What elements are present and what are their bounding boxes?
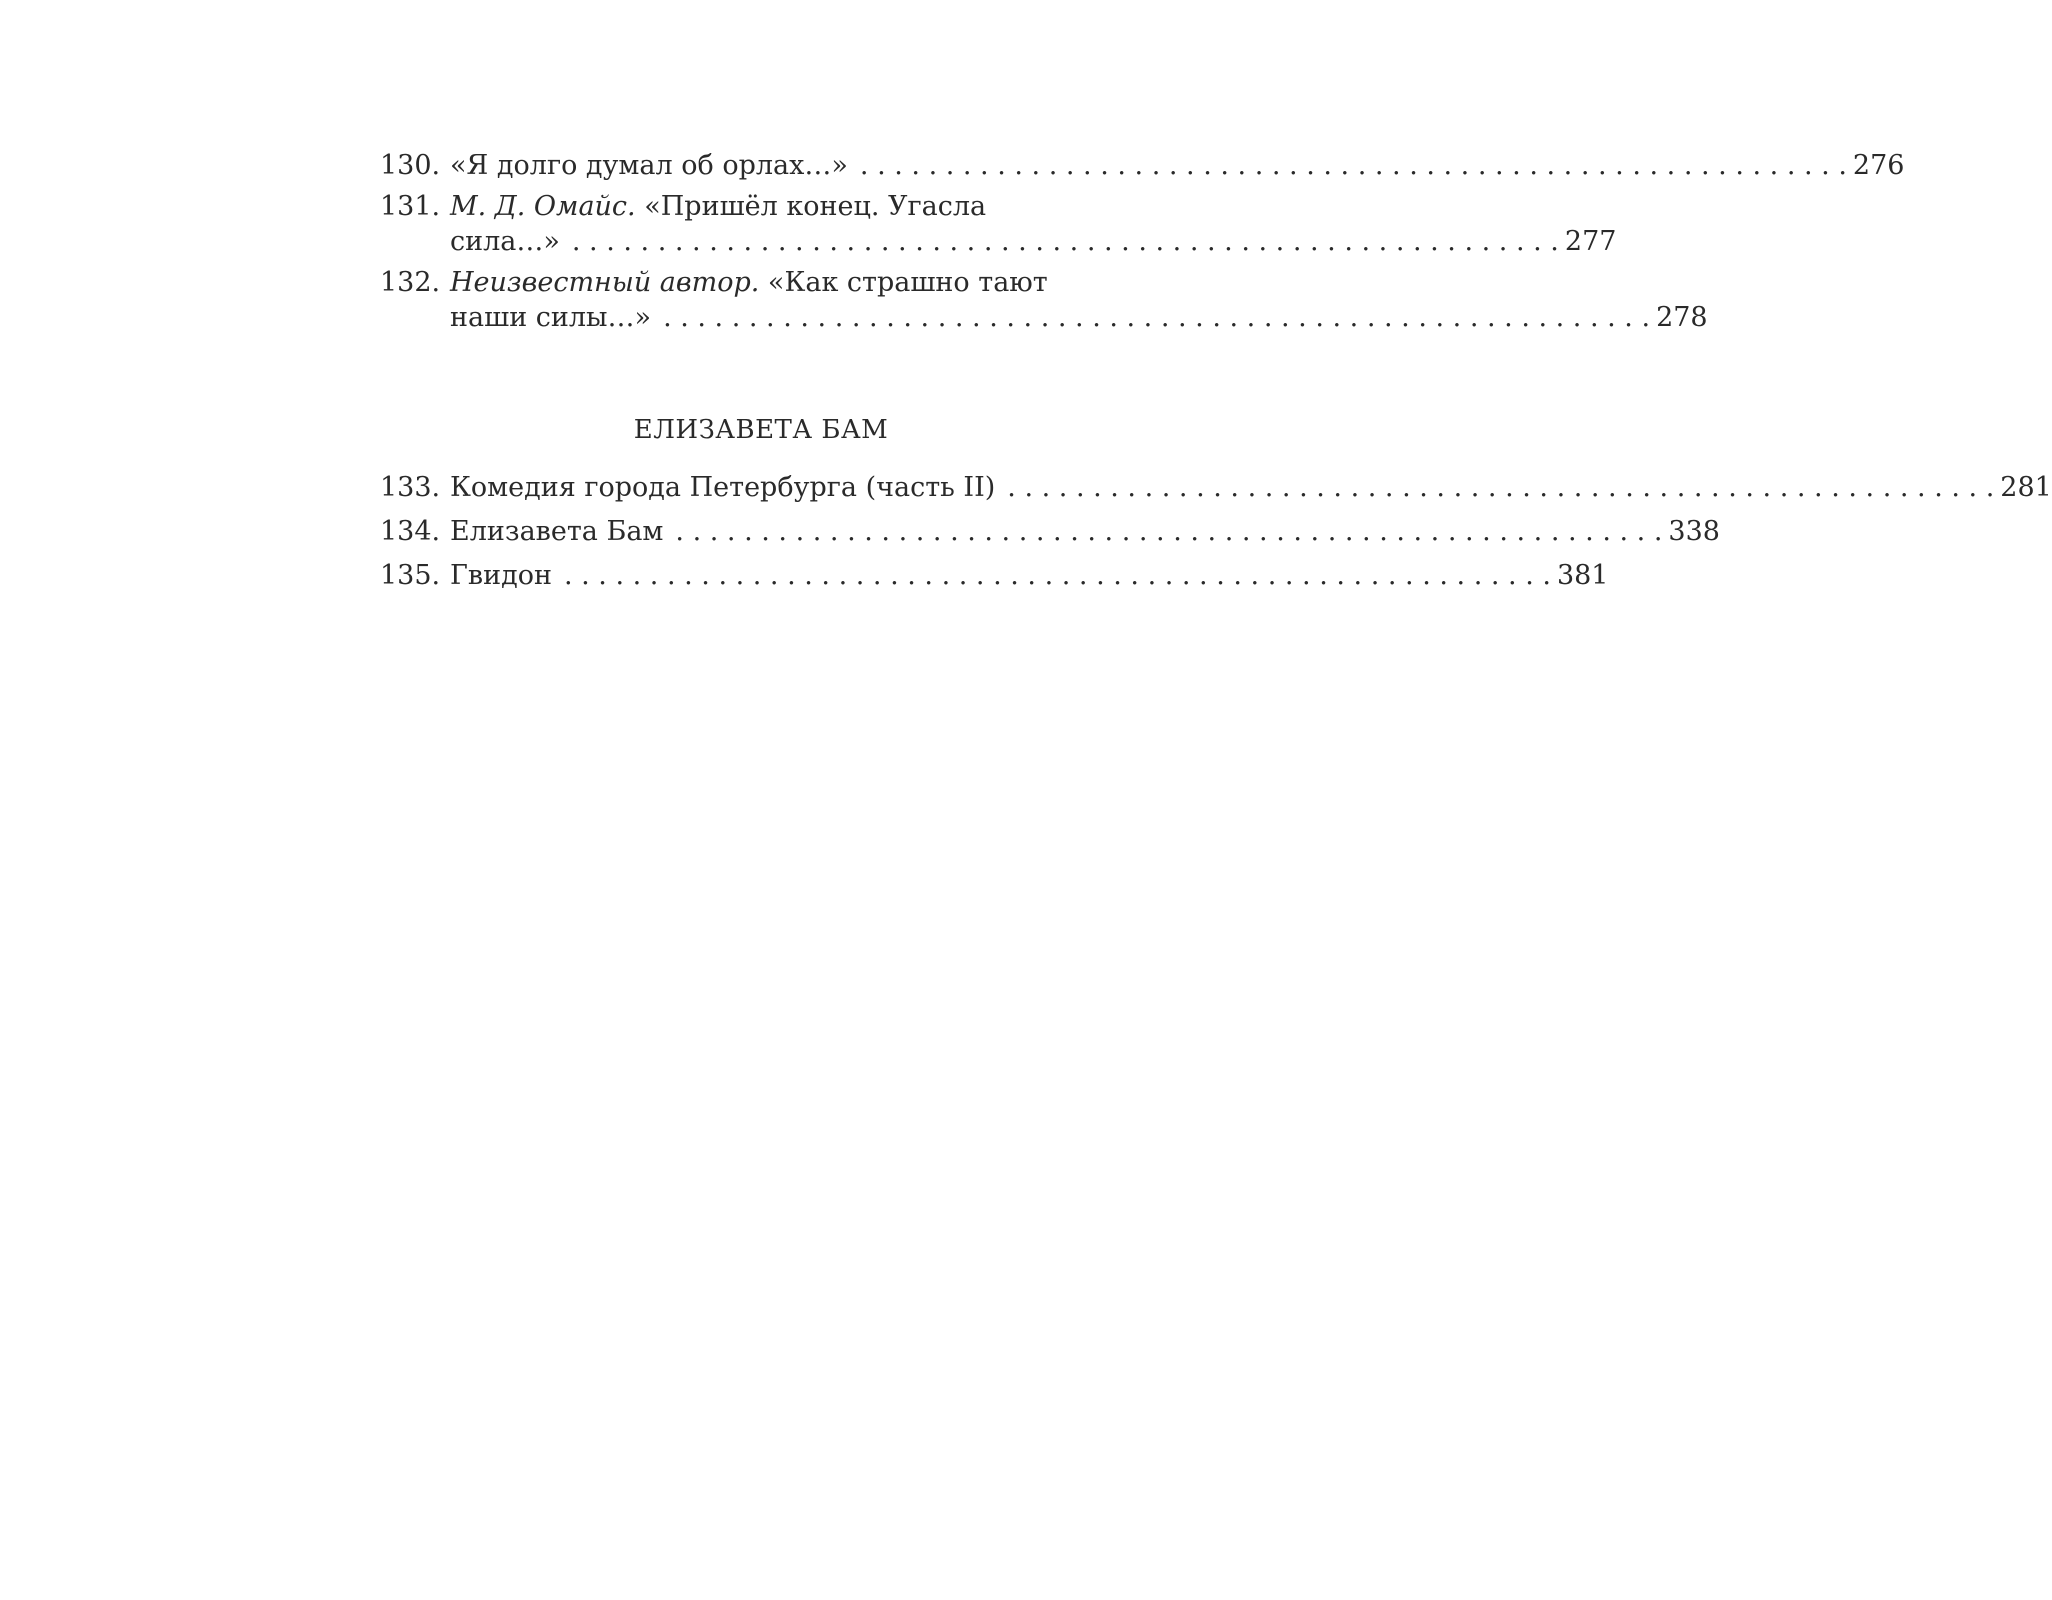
toc-entry-135[interactable]	[380, 558, 1609, 593]
dot-leader: . . . . . . . . . . . . . . . . . . . . . . . . . . . . . . . . . . . . . . . . . . . . . . . . . . . . . . . . . .	[563, 560, 1551, 591]
entry-title-continued: наши силы…»	[450, 302, 652, 333]
toc-entry-131[interactable]	[380, 189, 1617, 259]
entry-number: 131.	[380, 191, 441, 222]
entry-number: 130.	[380, 150, 441, 181]
entry-title: «Как страшно тают	[759, 267, 1048, 298]
entry-author: М. Д. Омайс.	[450, 191, 636, 222]
section-heading: ЕЛИЗАВЕТА БАМ	[633, 415, 889, 445]
entry-page-number: 276	[1852, 150, 1905, 181]
entry-number: 132.	[380, 267, 441, 298]
dot-leader: . . . . . . . . . . . . . . . . . . . . . . . . . . . . . . . . . . . . . . . . . . . . . . . . . . . . . . . . . .	[859, 150, 1847, 181]
dot-leader: . . . . . . . . . . . . . . . . . . . . . . . . . . . . . . . . . . . . . . . . . . . . . . . . . . . . . . . . . .	[675, 516, 1663, 547]
toc-entries-group-1	[380, 148, 1905, 335]
toc-entries-group-2	[380, 470, 2052, 602]
entry-number: 133.	[380, 472, 441, 503]
toc-entry-133[interactable]	[380, 470, 2052, 505]
entry-title: Елизавета Бам	[450, 516, 664, 547]
entry-number: 134.	[380, 516, 441, 547]
entry-title: Комедия города Петербурга (часть II)	[450, 472, 996, 503]
entry-author: Неизвестный автор.	[450, 267, 760, 298]
entry-title: Гвидон	[450, 560, 552, 591]
dot-leader: . . . . . . . . . . . . . . . . . . . . . . . . . . . . . . . . . . . . . . . . . . . . . . . . . . . . . . . . . .	[1007, 472, 1995, 503]
toc-entry-132[interactable]	[380, 265, 1708, 335]
entry-page-number: 277	[1564, 226, 1617, 257]
entry-page-number: 278	[1656, 302, 1708, 333]
entry-title-continued: сила…»	[450, 226, 560, 257]
dot-leader: . . . . . . . . . . . . . . . . . . . . . . . . . . . . . . . . . . . . . . . . . . . . . . . . . . . . . . . . . .	[571, 226, 1559, 257]
entry-title: «Пришёл конец. Угасла	[635, 191, 987, 222]
entry-page-number: 338	[1668, 516, 1720, 547]
toc-entry-130[interactable]	[380, 148, 1905, 183]
entry-title: «Я долго думал об орлах…»	[450, 150, 848, 181]
entry-number: 135.	[380, 560, 441, 591]
dot-leader: . . . . . . . . . . . . . . . . . . . . . . . . . . . . . . . . . . . . . . . . . . . . . . . . . . . . . . . . . .	[663, 302, 1651, 333]
entry-page-number: 381	[1556, 560, 1609, 591]
entry-page-number: 281	[2000, 472, 2052, 503]
toc-entry-134[interactable]	[380, 514, 1720, 549]
